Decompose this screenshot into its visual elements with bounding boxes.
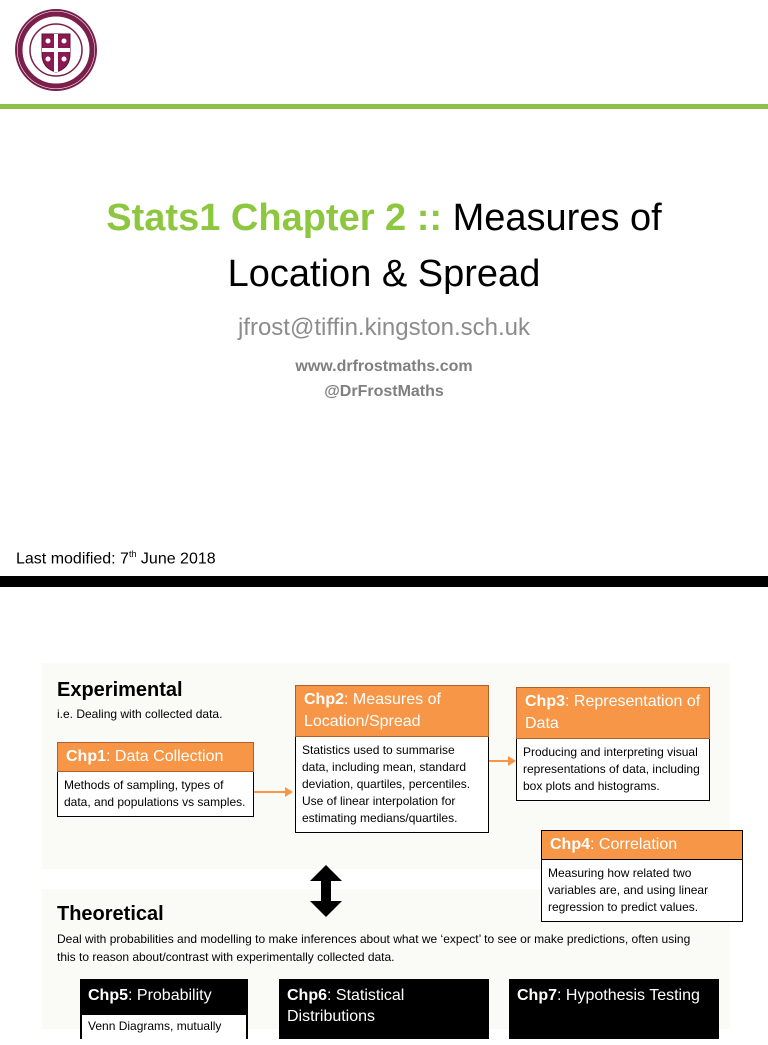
chapter-card-5-body: Venn Diagrams, mutually (82, 1015, 246, 1045)
chapter-card-1[interactable] (57, 742, 254, 817)
website-link[interactable]: www.drfrostmaths.com (295, 358, 473, 375)
author-email: jfrost@tiffin.kingston.sch.uk (237, 314, 531, 341)
chapter-card-2[interactable] (295, 685, 489, 833)
chapter-card-7-header: Chp7: Hypothesis Testing (517, 987, 700, 1004)
overview-slide (0, 587, 768, 1033)
experimental-heading: Experimental (57, 679, 183, 701)
experimental-subtitle: i.e. Dealing with collected data. (57, 707, 223, 721)
chapter-card-7[interactable] (509, 979, 719, 1039)
chapter-card-4-body: Measuring how related two variables are, and using linear regression to predict values. (541, 860, 743, 922)
twitter-handle[interactable]: @DrFrostMaths (324, 383, 444, 400)
chapter-card-6[interactable] (279, 979, 489, 1039)
title-line1: Measures of (452, 197, 662, 239)
title-line2: Location & Spread (227, 253, 541, 295)
chapter-card-1-header: Chp1: Data Collection (57, 742, 254, 772)
header-divider (0, 104, 768, 109)
chapter-card-2-body: Statistics used to summarise data, including mean, standard deviation, quartiles, percentiles. Use of linear interpolation for estimating medians/quartiles. (295, 737, 489, 833)
slide-separator (0, 576, 768, 587)
last-modified: Last modified: 7th June 2018 (16, 549, 216, 568)
double-arrow-icon (308, 865, 344, 917)
chapter-card-1-body: Methods of sampling, types of data, and populations vs samples. (57, 772, 254, 817)
chapter-card-5[interactable] (80, 979, 248, 1039)
theoretical-subtitle: Deal with probabilities and modelling to make inferences about what we ‘expect’ to see or make predictions, often using this to reason about/contrast with experimentally collected data. (57, 932, 691, 964)
chapter-card-6-header: Chp6: Statistical Distributions (287, 987, 405, 1025)
author-links (0, 354, 768, 404)
chapter-card-3-header: Chp3: Representation of Data (516, 687, 710, 739)
theoretical-heading: Theoretical (57, 903, 164, 925)
chapter-card-3-body: Producing and interpreting visual representations of data, including box plots and histograms. (516, 739, 710, 801)
chapter-card-5-header: Chp5: Probability (88, 987, 212, 1004)
chapter-card-4[interactable] (541, 830, 743, 922)
title-chapter: Stats1 Chapter 2 :: (106, 197, 443, 239)
chapter-card-2-header: Chp2: Measures of Location/Spread (295, 685, 489, 737)
school-crest-logo (14, 8, 98, 92)
chapter-card-3[interactable] (516, 687, 710, 801)
slide-title (0, 190, 768, 302)
chapter-card-4-header: Chp4: Correlation (541, 830, 743, 860)
